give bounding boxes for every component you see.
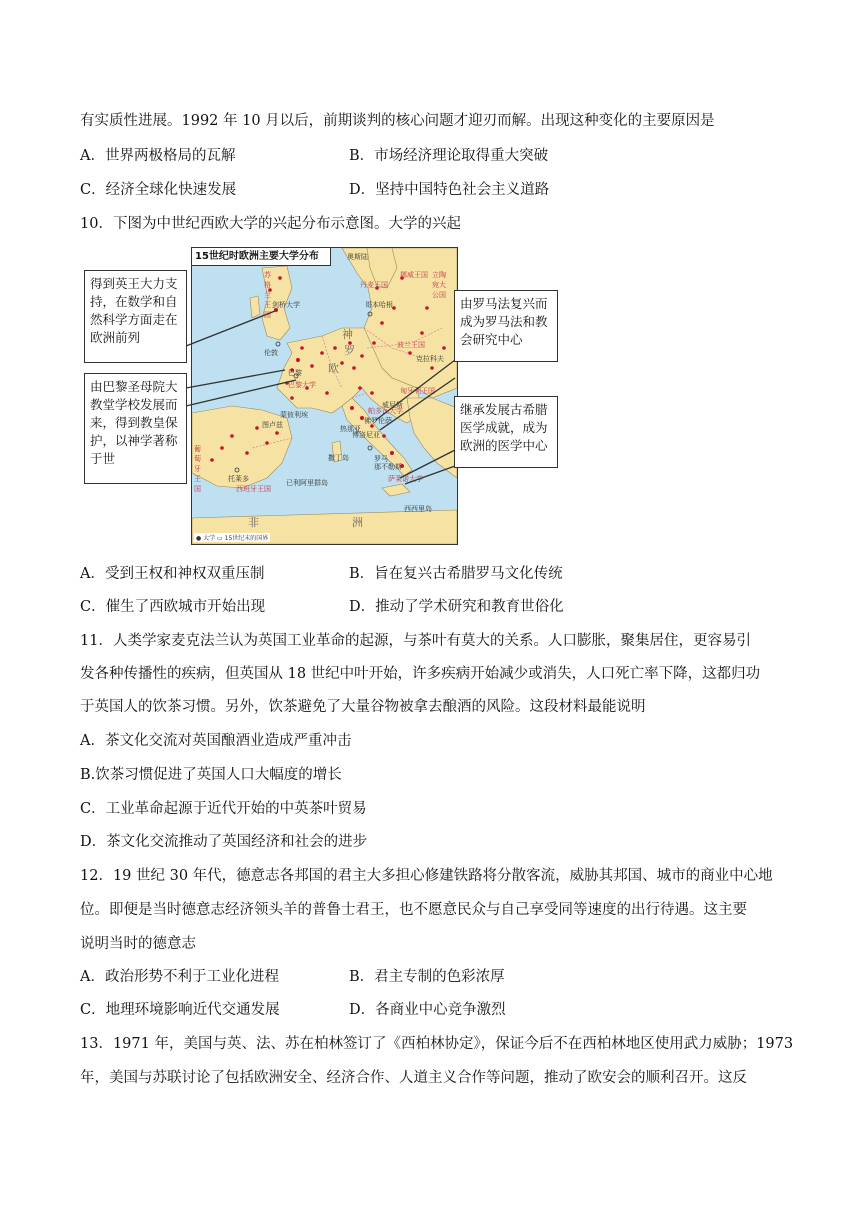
- q11-option-d[interactable]: D．茶文化交流推动了英国经济和社会的进步: [80, 834, 368, 850]
- label-naples: 那不勒斯: [374, 463, 402, 471]
- q12-option-a[interactable]: A．政治形势不利于工业化进程: [80, 969, 279, 985]
- q10-option-c[interactable]: C．催生了西欧城市开始出现: [80, 599, 266, 615]
- q12-stem-line-1: 12．19 世纪 30 年代，德意志各邦国的君主大多担心修建铁路将分散客流，威胁其邦国、城市的商业中心地: [80, 868, 773, 884]
- label-scotland: 苏格兰王国: [264, 271, 271, 319]
- label-denmark: 丹麦王国: [360, 281, 388, 289]
- q11-option-a[interactable]: A．茶文化交流对英国酿酒业造成严重冲击: [80, 733, 352, 749]
- callout-paris: 由巴黎圣母院大教堂学校发展而来，得到教皇保护，以神学著称于世: [84, 373, 187, 484]
- label-paris: 巴黎: [288, 369, 302, 377]
- map-drawing: [192, 248, 457, 544]
- q12-option-c[interactable]: C．地理环境影响近代交通发展: [80, 1002, 280, 1018]
- label-venice: 威尼斯: [382, 401, 403, 409]
- q12-stem-line-2: 位。即便是当时德意志经济领头羊的普鲁士君王，也不愿意民众与自己享受同等速度的出行待遇。这主要: [80, 902, 747, 918]
- label-rome: 罗马: [374, 455, 388, 463]
- q9-option-a[interactable]: A．世界两极格局的瓦解: [80, 148, 236, 164]
- label-genoa: 热那亚: [340, 425, 361, 433]
- q9-option-c[interactable]: C．经济全球化快速发展: [80, 182, 237, 198]
- label-portugal: 葡萄牙王国: [194, 445, 201, 493]
- label-florence: 佛罗伦萨: [364, 417, 392, 425]
- label-bologna: 博洛尼亚: [352, 431, 380, 439]
- label-padua: 帕多瓦大学: [368, 407, 403, 415]
- q11-stem-line-1: 11．人类学家麦克法兰认为英国工业革命的起源，与茶叶有莫大的关系。人口膨胀，聚集居住，更容易引: [80, 633, 751, 649]
- callout-cambridge: 得到英王大力支持，在数学和自然科学方面走在欧洲前列: [84, 270, 187, 363]
- q10-option-a[interactable]: A．受到王权和神权双重压制: [80, 566, 265, 582]
- q10-stem: 10．下图为中世纪西欧大学的兴起分布示意图。大学的兴起: [80, 216, 461, 232]
- label-africa-1: 非: [248, 516, 259, 529]
- q12-option-d[interactable]: D．各商业中心竞争激烈: [349, 1002, 506, 1018]
- q11-option-b[interactable]: B.饮茶习惯促进了英国人口大幅度的增长: [80, 767, 342, 783]
- label-toledo: 托莱多: [228, 475, 249, 483]
- label-krakow: 克拉科夫: [416, 355, 444, 363]
- label-spain: 西班牙王国: [236, 485, 271, 493]
- callout-bologna: 由罗马法复兴而成为罗马法和教会研究中心: [454, 290, 558, 362]
- map-legend: ● 大学 ▭ 15世纪末的国界: [196, 535, 269, 542]
- label-norway: 挪威王国: [400, 271, 428, 279]
- label-ou: 欧: [328, 362, 339, 375]
- label-hungary: 匈牙利王国: [400, 387, 435, 395]
- label-montpellier: 蒙彼利埃: [280, 411, 308, 419]
- label-paris-university: 巴黎大学: [288, 381, 316, 389]
- label-lithuania: 立陶宛大公国: [432, 271, 446, 299]
- label-africa-2: 洲: [352, 516, 363, 529]
- label-luo: 罗: [344, 344, 355, 357]
- label-toulouse: 图卢兹: [262, 421, 283, 429]
- q11-option-c[interactable]: C．工业革命起源于近代开始的中英茶叶贸易: [80, 801, 367, 817]
- map-title: 15世纪时欧洲主要大学分布: [192, 248, 331, 266]
- label-sardinia: 撒丁岛: [328, 454, 349, 462]
- label-copenhagen: 哥本哈根: [365, 301, 393, 309]
- q9-option-b[interactable]: B．市场经济理论取得重大突破: [349, 148, 549, 164]
- q9-stem-tail: 有实质性进展。1992 年 10 月以后，前期谈判的核心问题才迎刃而解。出现这种变化的主要原因是: [80, 113, 715, 129]
- label-oslo: 奥斯陆: [347, 253, 368, 261]
- label-balearic: 已利阿里群岛: [286, 479, 328, 487]
- callout-salerno: 继承发展古希腊医学成就，成为欧洲的医学中心: [454, 396, 558, 468]
- label-sicily: 西西里岛: [404, 505, 432, 513]
- label-salerno: 萨莱诺大学: [388, 475, 423, 483]
- q11-stem-line-2: 发各种传播性的疾病，但英国从 18 世纪中叶开始，许多疾病开始减少或消失，人口死亡率下降，这都归功: [80, 666, 761, 682]
- q9-option-d[interactable]: D．坚持中国特色社会主义道路: [349, 182, 550, 198]
- label-poland: 波兰王国: [397, 341, 425, 349]
- medieval-university-map: [191, 247, 458, 545]
- q12-stem-line-3: 说明当时的德意志: [80, 936, 196, 952]
- label-cambridge: 剑桥大学: [272, 301, 300, 309]
- label-shen: 神: [342, 328, 353, 341]
- q11-stem-line-3: 于英国人的饮茶习惯。另外，饮茶避免了大量谷物被拿去酿酒的风险。这段材料最能说明: [80, 699, 646, 715]
- q13-stem-line-1: 13．1971 年，美国与英、法、苏在柏林签订了《西柏林协定》，保证今后不在西柏林地区使用武力威胁；1973: [80, 1036, 794, 1052]
- q10-option-d[interactable]: D．推动了学术研究和教育世俗化: [349, 599, 564, 615]
- label-london: 伦敦: [264, 349, 278, 357]
- q13-stem-line-2: 年，美国与苏联讨论了包括欧洲安全、经济合作、人道主义合作等问题，推动了欧安会的顺利召开。这反: [80, 1070, 747, 1086]
- q12-option-b[interactable]: B．君主专制的色彩浓厚: [349, 969, 505, 985]
- q10-option-b[interactable]: B．旨在复兴古希腊罗马文化传统: [349, 566, 563, 582]
